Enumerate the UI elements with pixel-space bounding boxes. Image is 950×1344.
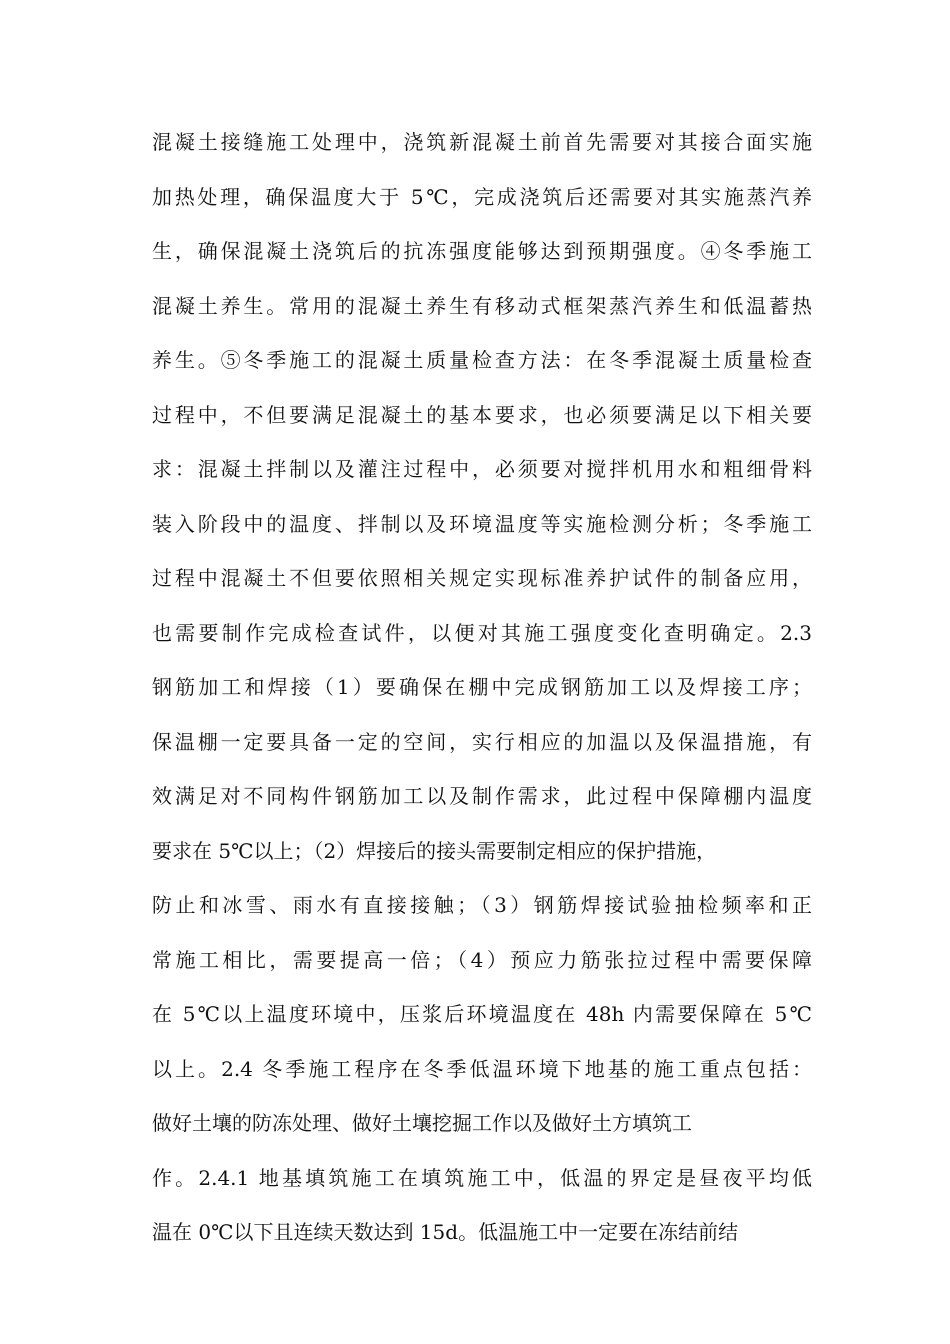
text-line: 也需要制作完成检查试件，以便对其施工强度变化查明确定。2.3	[152, 620, 812, 645]
text-line: 以上。2.4 冬季施工程序在冬季低温环境下地基的施工重点包括：	[152, 1056, 812, 1081]
body-paragraph	[152, 115, 812, 1260]
text-line: 混凝土养生。常用的混凝土养生有移动式框架蒸汽养生和低温蓄热	[152, 293, 812, 318]
text-line: 钢筋加工和焊接（1）要确保在棚中完成钢筋加工以及焊接工序；	[152, 675, 812, 699]
text-line: 常施工相比，需要提高一倍；（4）预应力筋张拉过程中需要保障	[152, 947, 812, 972]
text-line: 过程中，不但要满足混凝土的基本要求，也必须要满足以下相关要	[152, 402, 812, 427]
text-line: 做好土壤的防冻处理、做好土壤挖掘工作以及做好土方填筑工	[152, 1111, 692, 1135]
text-line: 加热处理，确保温度大于 5℃，完成浇筑后还需要对其实施蒸汽养	[152, 184, 812, 209]
text-line: 混凝土接缝施工处理中，浇筑新混凝土前首先需要对其接合面实施	[152, 130, 812, 154]
text-line: 装入阶段中的温度、拌制以及环境温度等实施检测分析；冬季施工	[152, 511, 812, 536]
text-line: 生，确保混凝土浇筑后的抗冻强度能够达到预期强度。④冬季施工	[152, 239, 812, 263]
text-line: 求：混凝土拌制以及灌注过程中，必须要对搅拌机用水和粗细骨料	[152, 457, 812, 481]
text-line: 温在 0℃以下且连续天数达到 15d。低温施工中一定要在冻结前结	[152, 1220, 739, 1244]
text-line: 效满足对不同构件钢筋加工以及制作需求，此过程中保障棚内温度	[152, 784, 812, 808]
text-line: 在 5℃以上温度环境中，压浆后环境温度在 48h 内需要保障在 5℃	[152, 1002, 812, 1026]
text-line: 过程中混凝土不但要依照相关规定实现标准养护试件的制备应用，	[152, 566, 812, 590]
text-line: 保温棚一定要具备一定的空间，实行相应的加温以及保温措施，有	[152, 729, 812, 754]
text-line: 养生。⑤冬季施工的混凝土质量检查方法：在冬季混凝土质量检查	[152, 348, 812, 372]
text-line: 防止和冰雪、雨水有直接接触；（3）钢筋焊接试验抽检频率和正	[152, 893, 812, 917]
text-line: 作。2.4.1 地基填筑施工在填筑施工中，低温的界定是昼夜平均低	[152, 1165, 812, 1190]
text-line: 要求在 5℃以上；（2）焊接后的接头需要制定相应的保护措施，	[152, 838, 717, 863]
